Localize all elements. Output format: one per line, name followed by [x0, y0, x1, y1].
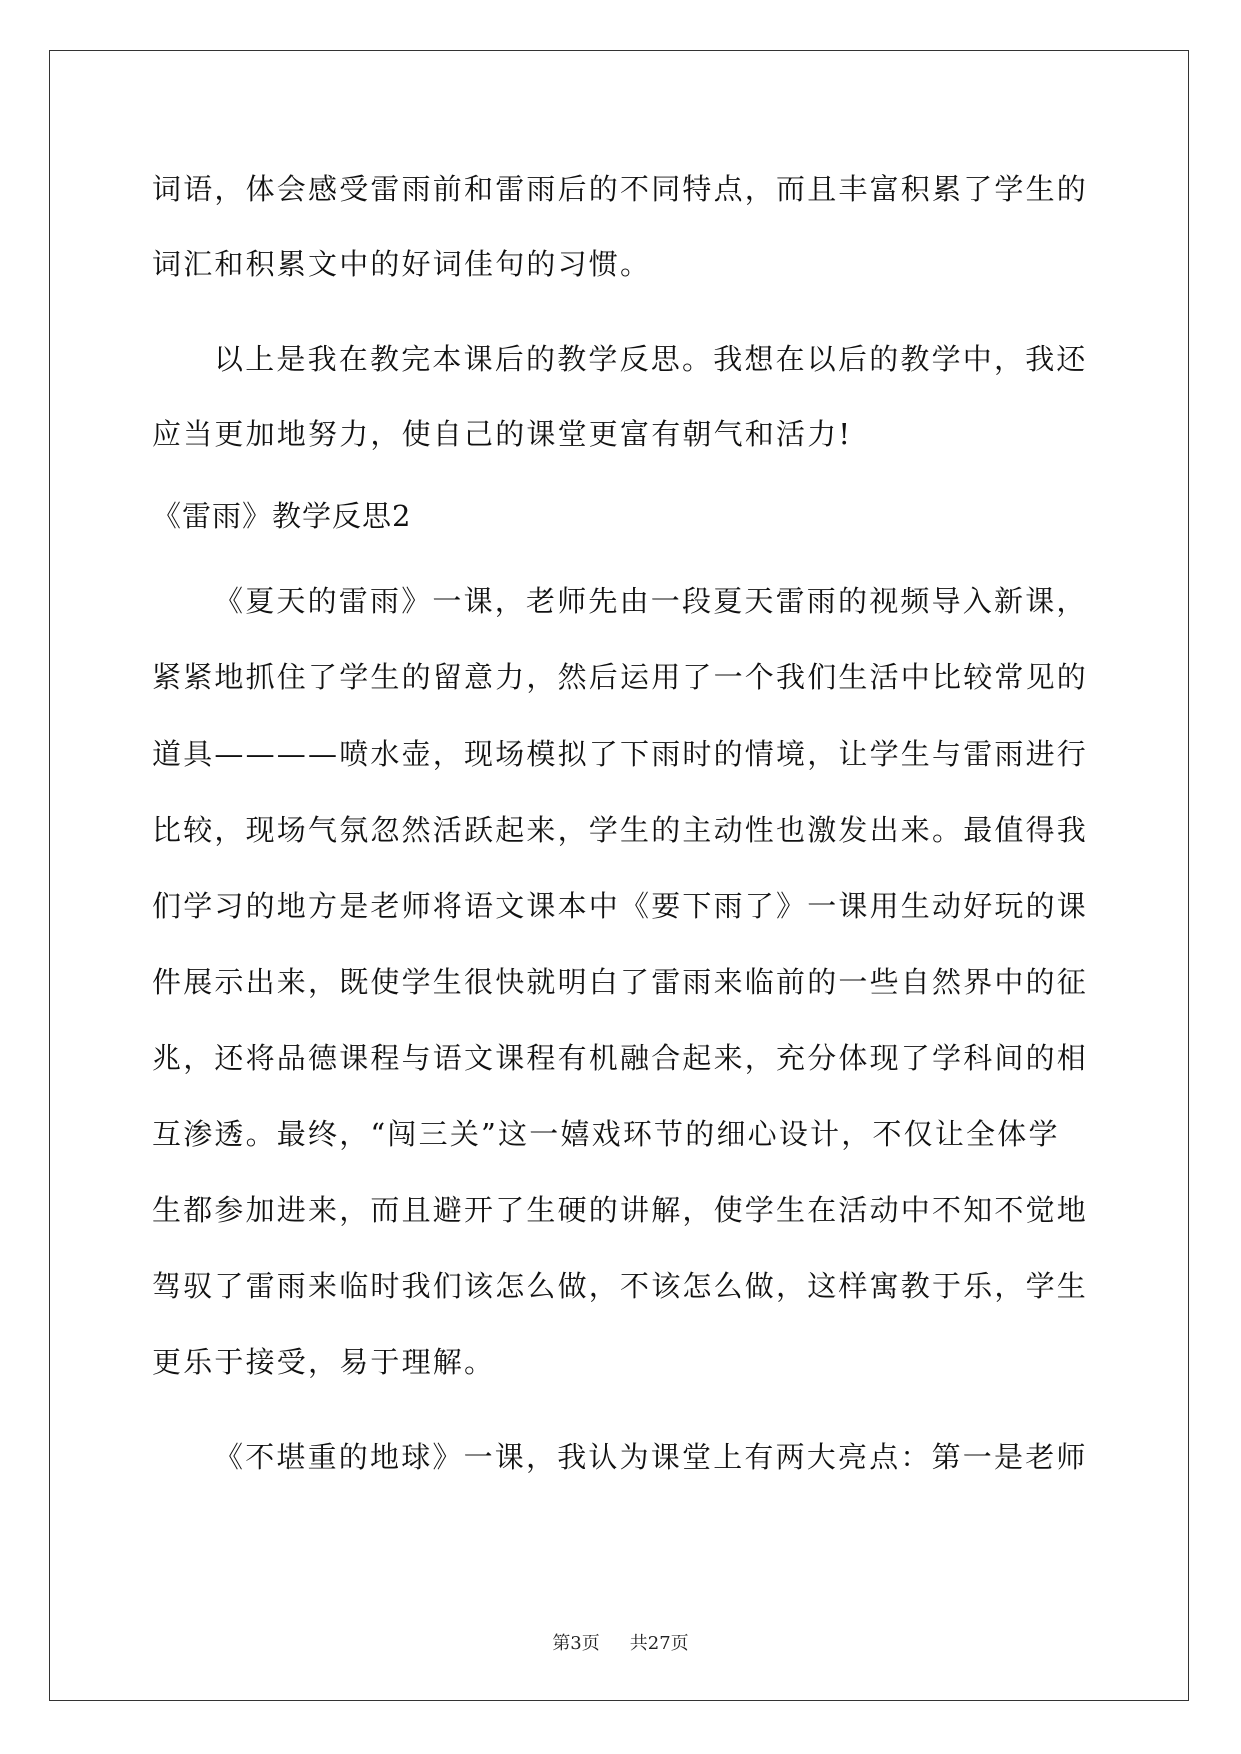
paragraph-line: 更乐于接受，易于理解。: [152, 1345, 496, 1379]
paragraph-line: 《夏天的雷雨》一课，老师先由一段夏天雷雨的视频导入新课，: [214, 584, 1088, 618]
paragraph-line: 以上是我在教完本课后的教学反思。我想在以后的教学中，我还: [214, 342, 1088, 376]
paragraph-line: 词汇和积累文中的好词佳句的习惯。: [152, 247, 652, 281]
paragraph-line: 词语，体会感受雷雨前和雷雨后的不同特点，而且丰富积累了学生的: [152, 172, 1089, 206]
paragraph-line: 道具————喷水壶，现场模拟了下雨时的情境，让学生与雷雨进行: [152, 737, 1089, 771]
page-footer: [0, 1632, 1241, 1656]
paragraph-line: 互渗透。最终，“闯三关”这一嬉戏环节的细心设计，不仅让全体学: [152, 1117, 1060, 1151]
section-heading: 《雷雨》教学反思2: [152, 499, 412, 533]
paragraph-line: 生都参加进来，而且避开了生硬的讲解，使学生在活动中不知不觉地: [152, 1193, 1089, 1227]
paragraph-line: 们学习的地方是老师将语文课本中《要下雨了》一课用生动好玩的课: [152, 889, 1089, 923]
paragraph-line: 兆，还将品德课程与语文课程有机融合起来，充分体现了学科间的相: [152, 1041, 1089, 1075]
paragraph-line: 比较，现场气氛忽然活跃起来，学生的主动性也激发出来。最值得我: [152, 813, 1089, 847]
page-total: 共27页: [629, 1633, 689, 1654]
paragraph-line: 件展示出来，既使学生很快就明白了雷雨来临前的一些自然界中的征: [152, 965, 1089, 999]
paragraph-line: 驾驭了雷雨来临时我们该怎么做，不该怎么做，这样寓教于乐，学生: [152, 1269, 1089, 1303]
paragraph-line: 《不堪重的地球》一课，我认为课堂上有两大亮点：第一是老师: [214, 1440, 1088, 1474]
page-number: 第3页: [552, 1633, 600, 1654]
paragraph-line: 应当更加地努力，使自己的课堂更富有朝气和活力!: [152, 417, 853, 451]
paragraph-line: 紧紧地抓住了学生的留意力，然后运用了一个我们生活中比较常见的: [152, 660, 1089, 694]
